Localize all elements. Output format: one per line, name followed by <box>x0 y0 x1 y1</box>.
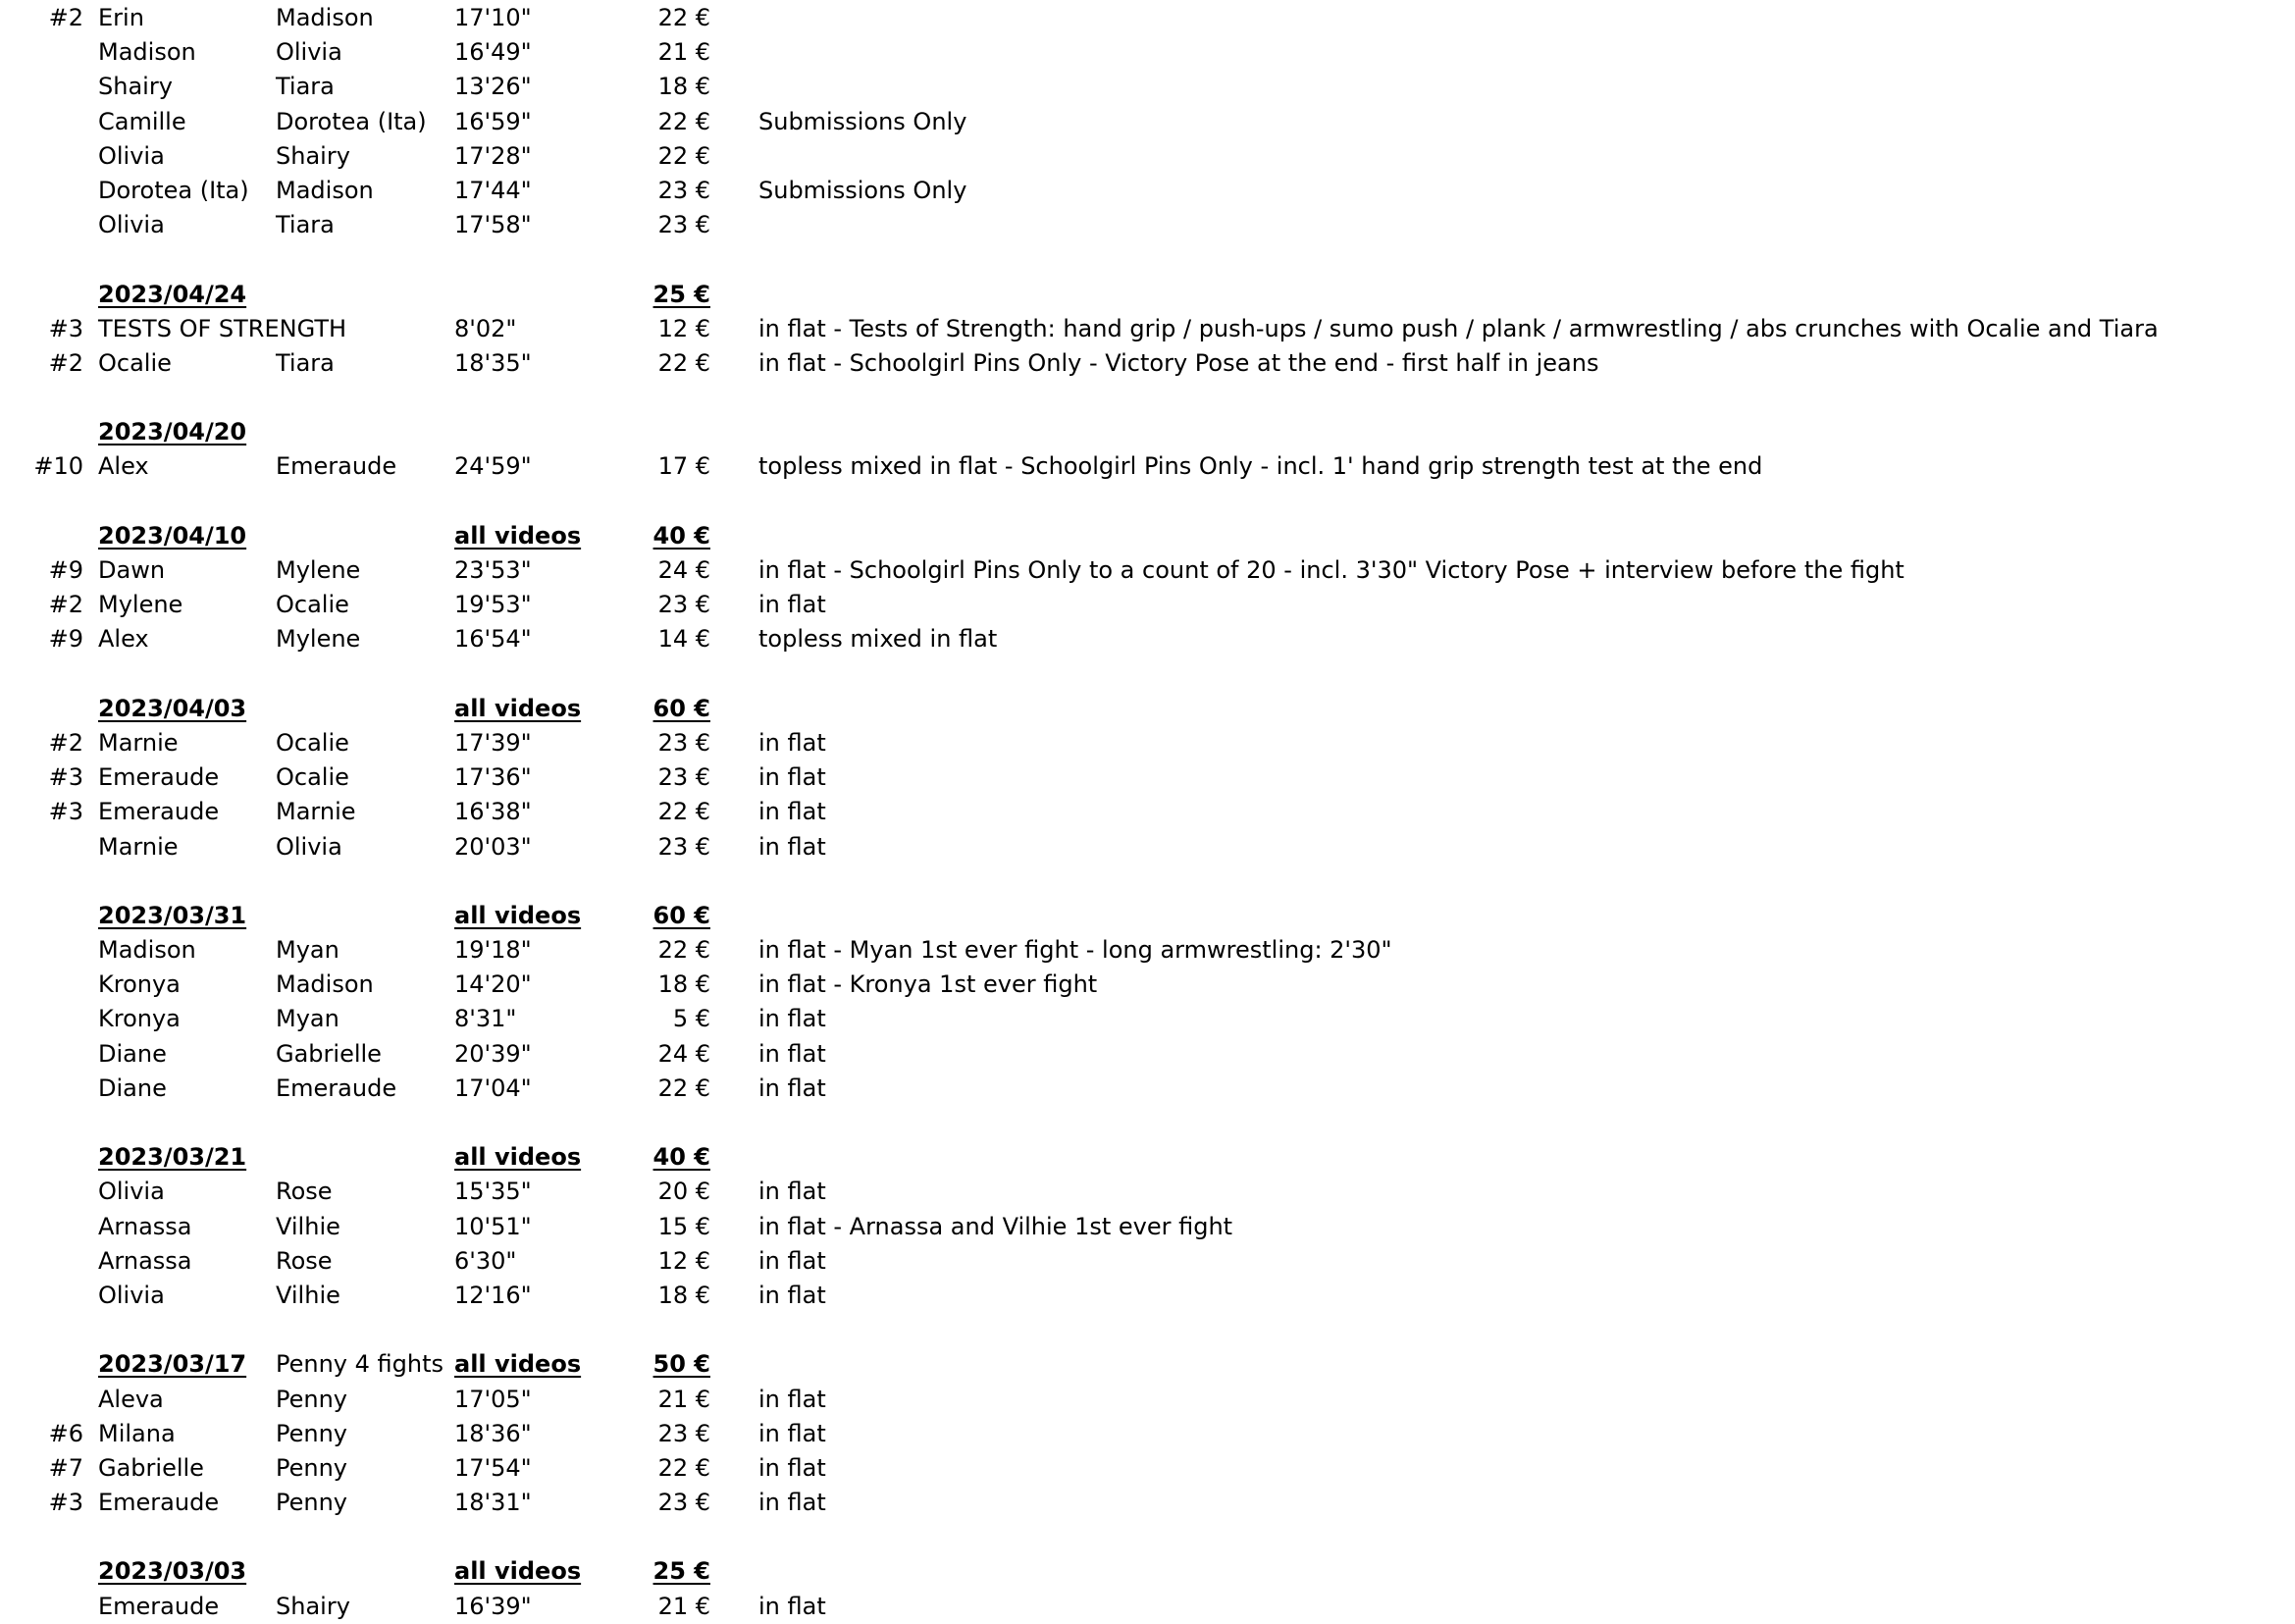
duration: 17'05" <box>454 1385 532 1413</box>
table-row <box>0 139 2295 174</box>
note: topless mixed in flat <box>758 625 998 654</box>
table-row <box>0 208 2295 242</box>
row-number: #9 <box>48 625 83 654</box>
fighter-b: Ocalie <box>276 763 349 792</box>
row-number: #3 <box>48 798 83 826</box>
fighter-a: Madison <box>98 936 196 965</box>
duration: 18'31" <box>454 1489 532 1517</box>
row-number: #10 <box>33 452 83 481</box>
section-spacer <box>0 242 2295 277</box>
section-date: 2023/04/10 <box>98 521 247 550</box>
fighter-a: Olivia <box>98 1178 165 1206</box>
fighter-a: Mylene <box>98 591 183 619</box>
fighter-b: Olivia <box>276 38 342 67</box>
section-header <box>0 899 2295 933</box>
duration: 16'54" <box>454 625 532 654</box>
table-row <box>0 622 2295 656</box>
note: in flat <box>758 1453 826 1482</box>
table-row <box>0 1279 2295 1313</box>
fighter-b: Penny <box>276 1385 348 1413</box>
section-header <box>0 278 2295 312</box>
fighter-b: Rose <box>276 1178 333 1206</box>
fighter-b: Mylene <box>276 625 361 654</box>
row-number: #3 <box>48 314 83 342</box>
bundle-price: 50 € <box>652 1350 710 1379</box>
fighter-b: Tiara <box>276 211 335 239</box>
fighter-a: Kronya <box>98 1005 181 1033</box>
duration: 17'28" <box>454 141 532 170</box>
section-date: 2023/04/20 <box>98 418 247 446</box>
section-header <box>0 1554 2295 1589</box>
price: 22 € <box>657 107 710 135</box>
bundle-price: 25 € <box>652 1557 710 1586</box>
table-row <box>0 1383 2295 1417</box>
price: 24 € <box>657 1039 710 1068</box>
duration: 18'36" <box>454 1419 532 1447</box>
section-spacer <box>0 1520 2295 1554</box>
note: in flat <box>758 1005 826 1033</box>
section-header <box>0 1140 2295 1175</box>
note: in flat - Kronya 1st ever fight <box>758 970 1098 999</box>
price: 12 € <box>657 1246 710 1275</box>
fighter-a: Arnassa <box>98 1212 192 1240</box>
table-row <box>0 795 2295 829</box>
duration: 17'58" <box>454 211 532 239</box>
price: 22 € <box>657 141 710 170</box>
table-row <box>0 968 2295 1002</box>
section-date: 2023/03/31 <box>98 901 247 929</box>
section-header <box>0 519 2295 553</box>
price: 23 € <box>657 591 710 619</box>
fighter-b: Vilhie <box>276 1212 340 1240</box>
fighter-b: Dorotea (Ita) <box>276 107 427 135</box>
note: Submissions Only <box>758 107 967 135</box>
table-row <box>0 35 2295 70</box>
fighter-a: Arnassa <box>98 1246 192 1275</box>
price: 22 € <box>657 348 710 377</box>
table-row <box>0 1417 2295 1451</box>
price: 23 € <box>657 832 710 861</box>
fighter-a: Aleva <box>98 1385 164 1413</box>
fighter-b: Shairy <box>276 1592 350 1620</box>
section-spacer <box>0 381 2295 415</box>
table-row <box>0 588 2295 622</box>
section-spacer <box>0 1313 2295 1347</box>
table-row <box>0 1486 2295 1520</box>
row-number: #9 <box>48 556 83 584</box>
table-row <box>0 1072 2295 1106</box>
bundle-price: 60 € <box>652 694 710 722</box>
table-row <box>0 449 2295 484</box>
duration: 10'51" <box>454 1212 532 1240</box>
duration: 17'54" <box>454 1453 532 1482</box>
note: in flat - Arnassa and Vilhie 1st ever fight <box>758 1212 1233 1240</box>
row-number: #3 <box>48 1489 83 1517</box>
duration: 19'18" <box>454 936 532 965</box>
row-number: #7 <box>48 1453 83 1482</box>
duration: 6'30" <box>454 1246 517 1275</box>
row-number: #3 <box>48 763 83 792</box>
price: 18 € <box>657 970 710 999</box>
fighter-b: Myan <box>276 1005 339 1033</box>
row-number: #2 <box>48 4 83 31</box>
table-row <box>0 1210 2295 1244</box>
fighter-b: Madison <box>276 4 374 31</box>
section-spacer <box>0 1106 2295 1140</box>
price: 14 € <box>657 625 710 654</box>
all-videos-label: all videos <box>454 1143 582 1172</box>
fighter-b: Vilhie <box>276 1281 340 1309</box>
price: 17 € <box>657 452 710 481</box>
price: 23 € <box>657 176 710 204</box>
note: in flat <box>758 1039 826 1068</box>
video-list-document <box>0 1 2295 1624</box>
note: in flat <box>758 728 826 757</box>
fighter-a: Marnie <box>98 832 179 861</box>
fighter-a: Emeraude <box>98 798 220 826</box>
fighter-a: Alex <box>98 625 149 654</box>
fighter-a: Diane <box>98 1039 167 1068</box>
price: 22 € <box>657 1074 710 1102</box>
fighter-a: Shairy <box>98 73 173 101</box>
price: 21 € <box>657 38 710 67</box>
duration: 23'53" <box>454 556 532 584</box>
fighter-a: Gabrielle <box>98 1453 204 1482</box>
fighter-a: Camille <box>98 107 186 135</box>
note: in flat <box>758 1178 826 1206</box>
price: 23 € <box>657 1419 710 1447</box>
row-number: #2 <box>48 728 83 757</box>
note: in flat <box>758 798 826 826</box>
section-header <box>0 415 2295 449</box>
fighter-a: Olivia <box>98 211 165 239</box>
note: in flat <box>758 832 826 861</box>
table-row <box>0 1451 2295 1486</box>
table-row <box>0 1 2295 35</box>
duration: 17'04" <box>454 1074 532 1102</box>
duration: 19'53" <box>454 591 532 619</box>
price: 23 € <box>657 763 710 792</box>
row-number: #2 <box>48 348 83 377</box>
note: Submissions Only <box>758 176 967 204</box>
price: 22 € <box>657 4 710 31</box>
section-spacer <box>0 864 2295 899</box>
table-row <box>0 1590 2295 1624</box>
section-header <box>0 1347 2295 1382</box>
duration: 12'16" <box>454 1281 532 1309</box>
fighter-b: Olivia <box>276 832 342 861</box>
fighter-a: Ocalie <box>98 348 172 377</box>
fighter-b: Mylene <box>276 556 361 584</box>
fighter-b: Ocalie <box>276 728 349 757</box>
section-label: Penny 4 fights <box>276 1350 444 1379</box>
note: in flat - Schoolgirl Pins Only to a count of 20 - incl. 3'30" Victory Pose + interview before the fight <box>758 556 1904 584</box>
price: 5 € <box>672 1005 710 1033</box>
duration: 24'59" <box>454 452 532 481</box>
table-row <box>0 830 2295 864</box>
row-number: #6 <box>48 1419 83 1447</box>
table-row <box>0 726 2295 760</box>
section-date: 2023/04/24 <box>98 280 247 308</box>
price: 21 € <box>657 1385 710 1413</box>
section-spacer <box>0 485 2295 519</box>
note: in flat <box>758 1246 826 1275</box>
section-date: 2023/03/03 <box>98 1557 247 1586</box>
price: 21 € <box>657 1592 710 1620</box>
price: 24 € <box>657 556 710 584</box>
table-row <box>0 312 2295 346</box>
note: in flat <box>758 1281 826 1309</box>
duration: 17'10" <box>454 4 532 31</box>
fighter-a: Emeraude <box>98 763 220 792</box>
note: topless mixed in flat - Schoolgirl Pins Only - incl. 1' hand grip strength test at the end <box>758 452 1763 481</box>
bundle-price: 40 € <box>652 521 710 550</box>
duration: 16'39" <box>454 1592 532 1620</box>
duration: 16'49" <box>454 38 532 67</box>
fighter-b: Madison <box>276 970 374 999</box>
row-number: #2 <box>48 591 83 619</box>
table-row <box>0 760 2295 795</box>
section-header <box>0 692 2295 726</box>
note: in flat <box>758 1419 826 1447</box>
table-row <box>0 1002 2295 1036</box>
price: 12 € <box>657 314 710 342</box>
fighter-b: Emeraude <box>276 452 397 481</box>
all-videos-label: all videos <box>454 901 582 929</box>
fighter-b: Penny <box>276 1453 348 1482</box>
table-row <box>0 346 2295 381</box>
table-row <box>0 553 2295 588</box>
fighter-a: Alex <box>98 452 149 481</box>
fighter-a: Erin <box>98 4 144 31</box>
note: in flat <box>758 1074 826 1102</box>
note: in flat - Myan 1st ever fight - long armwrestling: 2'30" <box>758 936 1392 965</box>
note: in flat <box>758 591 826 619</box>
fighter-b: Myan <box>276 936 339 965</box>
table-row <box>0 174 2295 208</box>
duration: 8'31" <box>454 1005 517 1033</box>
fighter-a: Dorotea (Ita) <box>98 176 249 204</box>
duration: 16'59" <box>454 107 532 135</box>
fighter-a: Milana <box>98 1419 176 1447</box>
section-spacer <box>0 657 2295 692</box>
fighter-a: Marnie <box>98 728 179 757</box>
fighter-b: Penny <box>276 1489 348 1517</box>
note: in flat <box>758 1489 826 1517</box>
price: 23 € <box>657 211 710 239</box>
all-videos-label: all videos <box>454 694 582 722</box>
duration: 8'02" <box>454 314 517 342</box>
table-row <box>0 105 2295 139</box>
table-row <box>0 70 2295 104</box>
all-videos-label: all videos <box>454 521 582 550</box>
duration: 17'39" <box>454 728 532 757</box>
fighter-a: TESTS OF STRENGTH <box>98 314 347 342</box>
fighter-b: Ocalie <box>276 591 349 619</box>
bundle-price: 25 € <box>652 280 710 308</box>
fighter-b: Shairy <box>276 141 350 170</box>
section-date: 2023/04/03 <box>98 694 247 722</box>
section-date: 2023/03/21 <box>98 1143 247 1172</box>
fighter-a: Kronya <box>98 970 181 999</box>
fighter-b: Madison <box>276 176 374 204</box>
note: in flat <box>758 1592 826 1620</box>
duration: 20'39" <box>454 1039 532 1068</box>
duration: 13'26" <box>454 73 532 101</box>
fighter-a: Diane <box>98 1074 167 1102</box>
price: 22 € <box>657 1453 710 1482</box>
table-row <box>0 933 2295 968</box>
price: 23 € <box>657 728 710 757</box>
fighter-b: Penny <box>276 1419 348 1447</box>
fighter-b: Emeraude <box>276 1074 397 1102</box>
duration: 20'03" <box>454 832 532 861</box>
all-videos-label: all videos <box>454 1557 582 1586</box>
duration: 15'35" <box>454 1178 532 1206</box>
note: in flat - Schoolgirl Pins Only - Victory Pose at the end - first half in jeans <box>758 348 1599 377</box>
fighter-a: Emeraude <box>98 1489 220 1517</box>
bundle-price: 60 € <box>652 901 710 929</box>
fighter-a: Olivia <box>98 1281 165 1309</box>
table-row <box>0 1244 2295 1279</box>
duration: 16'38" <box>454 798 532 826</box>
fighter-b: Rose <box>276 1246 333 1275</box>
price: 23 € <box>657 1489 710 1517</box>
fighter-b: Gabrielle <box>276 1039 382 1068</box>
duration: 17'36" <box>454 763 532 792</box>
fighter-a: Dawn <box>98 556 166 584</box>
fighter-a: Emeraude <box>98 1592 220 1620</box>
section-date: 2023/03/17 <box>98 1350 247 1379</box>
price: 15 € <box>657 1212 710 1240</box>
note: in flat - Tests of Strength: hand grip / push-ups / sumo push / plank / armwrestling / abs crunches with Ocalie and Tiara <box>758 314 2159 342</box>
duration: 14'20" <box>454 970 532 999</box>
price: 22 € <box>657 936 710 965</box>
table-row <box>0 1175 2295 1209</box>
price: 22 € <box>657 798 710 826</box>
duration: 18'35" <box>454 348 532 377</box>
price: 18 € <box>657 1281 710 1309</box>
price: 18 € <box>657 73 710 101</box>
all-videos-label: all videos <box>454 1350 582 1379</box>
duration: 17'44" <box>454 176 532 204</box>
fighter-b: Tiara <box>276 348 335 377</box>
table-row <box>0 1037 2295 1072</box>
fighter-b: Tiara <box>276 73 335 101</box>
note: in flat <box>758 1385 826 1413</box>
fighter-a: Olivia <box>98 141 165 170</box>
fighter-a: Madison <box>98 38 196 67</box>
price: 20 € <box>657 1178 710 1206</box>
note: in flat <box>758 763 826 792</box>
fighter-b: Marnie <box>276 798 356 826</box>
bundle-price: 40 € <box>652 1143 710 1172</box>
